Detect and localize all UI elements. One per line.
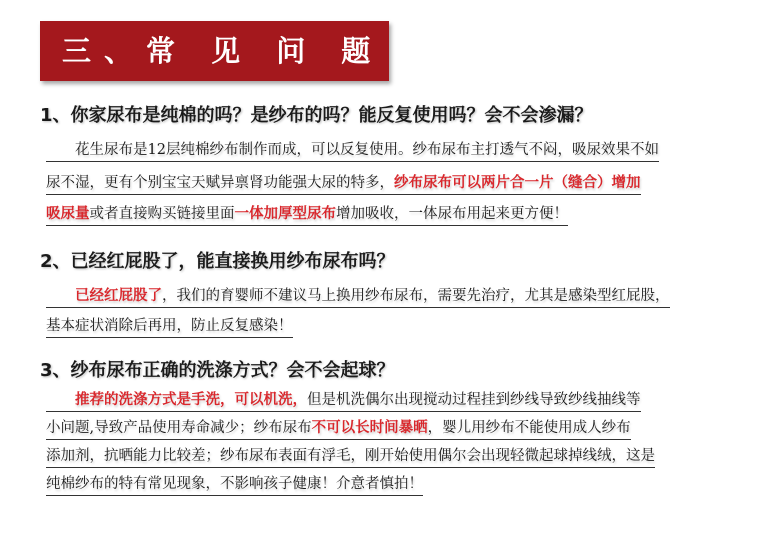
- answer-1-text: 花生尿布是12层纯棉纱布制作而成，可以反复使用。纱布尿布主打透气不闷，吸尿效果不如: [46, 142, 659, 158]
- answer-2-highlight: 已经红屁股了: [46, 287, 162, 304]
- answer-1-highlight: 增加: [611, 174, 641, 191]
- question-2-heading: 2、已经红屁股了，能直接换用纱布尿布吗？: [40, 251, 395, 272]
- answer-1-text: 或者直接购买链接里面: [89, 206, 235, 222]
- answer-1-highlight: 吸尿量: [46, 205, 90, 222]
- answer-1-text: 尿不湿，更有个别宝宝天赋异禀肾功能强大尿的特多，: [46, 175, 394, 191]
- answer-3-text: 但是机洗偶尔出现搅动过程挂到纱线导致纱线抽线等: [307, 392, 641, 408]
- answer-3-line-3: [46, 446, 655, 468]
- answer-3-text: 添加剂，抗晒能力比较差；纱布尿布表面有浮毛，刚开始使用偶尔会出现轻微起球掉线绒，这是: [46, 448, 655, 464]
- answer-3-text: ，婴儿用纱布不能使用成人纱布: [427, 420, 631, 436]
- answer-1-highlight: 两片合一片（缝合）: [481, 174, 612, 191]
- answer-3-line-4: [46, 474, 423, 496]
- answer-1-text: 增加吸收，一体尿布用起来更方便！: [336, 206, 568, 222]
- answer-2-text: 基本症状消除后再用，防止反复感染！: [46, 318, 293, 334]
- question-1-heading: 1、你家尿布是纯棉的吗？是纱布的吗？能反复使用吗？会不会渗漏？: [40, 105, 593, 126]
- answer-3-highlight: 不可以长时间暴晒: [311, 419, 428, 436]
- answer-3-text: 小问题,导致产品使用寿命减少；纱布尿布: [46, 420, 312, 436]
- answer-2-line-2: [46, 316, 293, 338]
- answer-3-highlight: 推荐的洗涤方式是手洗，: [46, 391, 235, 408]
- section-title: 三、常 见 问 题: [62, 34, 384, 68]
- question-3-heading: 3、纱布尿布正确的洗涤方式？会不会起球？: [40, 360, 395, 381]
- answer-3-line-1: [46, 390, 641, 412]
- answer-1-line-3: [46, 204, 568, 226]
- answer-1-highlight: 纱布尿布可以: [394, 174, 481, 191]
- answer-2-line-1: [46, 286, 670, 308]
- answer-1-line-2: [46, 173, 641, 195]
- answer-3-text: 纯棉纱布的特有常见现象，不影响孩子健康！介意者慎拍！: [46, 476, 423, 492]
- answer-3-highlight: 可以机洗，: [234, 391, 307, 408]
- answer-2-text: ，我们的育婴师不建议马上换用纱布尿布，需要先治疗，尤其是感染型红屁股，: [162, 288, 670, 304]
- answer-1-line-1: [46, 140, 659, 162]
- answer-1-highlight: 一体加厚型尿布: [234, 205, 336, 222]
- section-title-banner: [40, 21, 389, 81]
- answer-3-line-2: [46, 418, 631, 440]
